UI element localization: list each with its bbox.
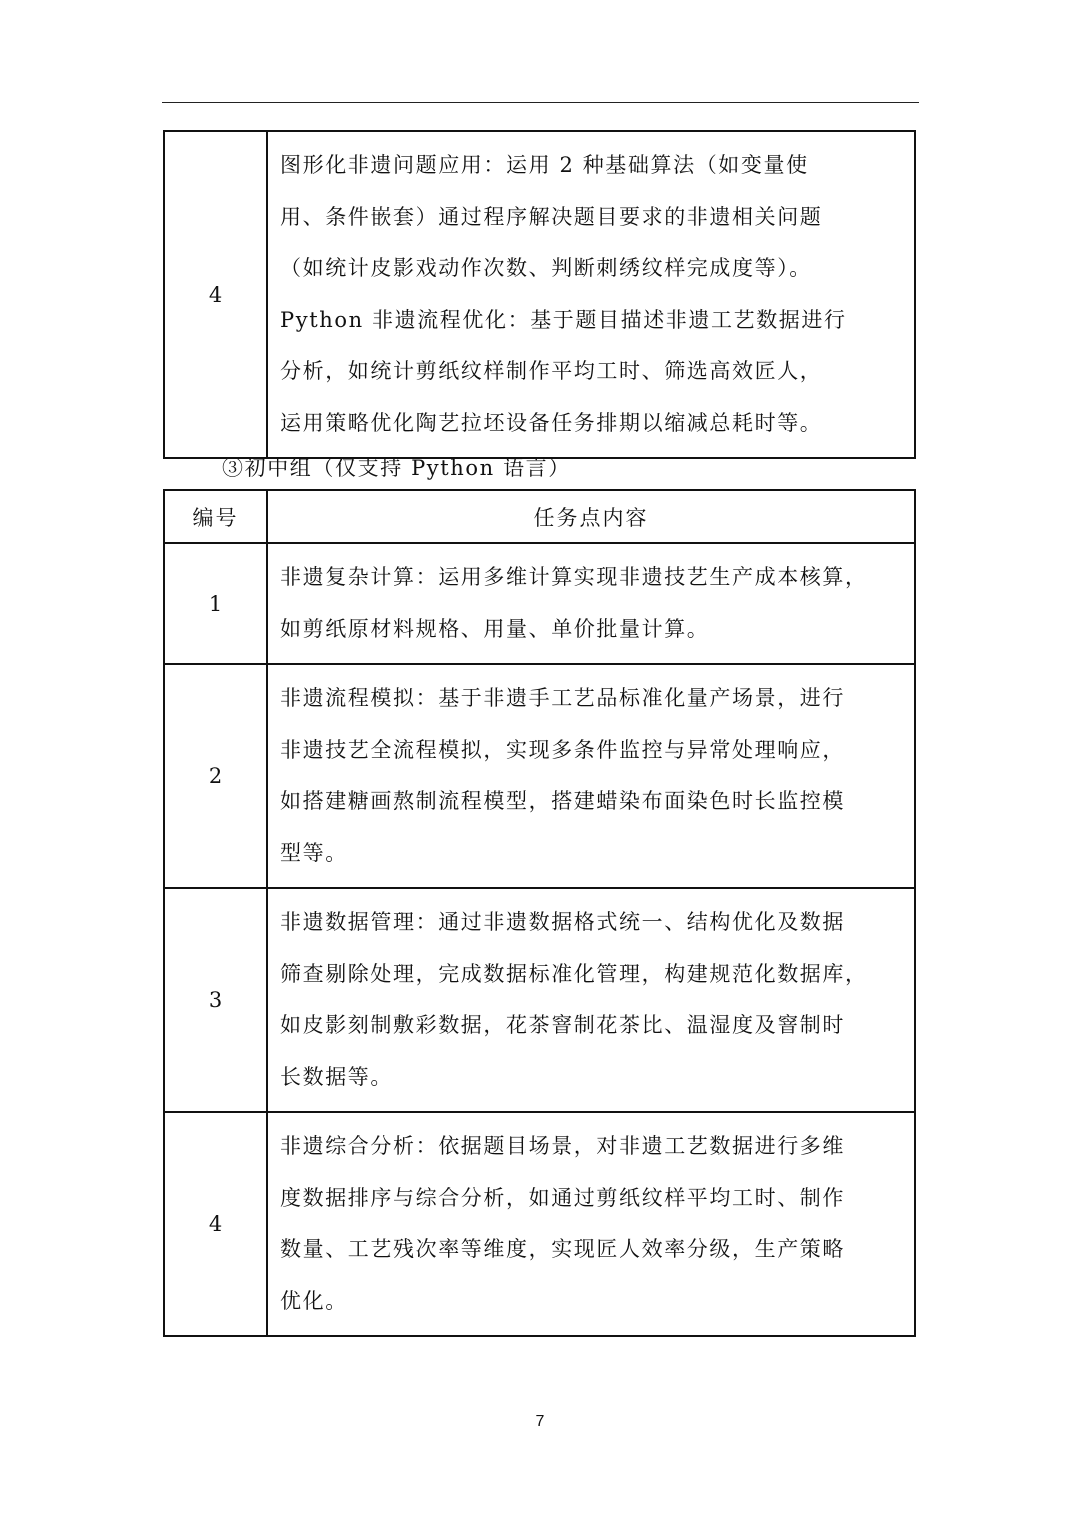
table-header-row	[164, 490, 915, 543]
task-table-continued	[163, 130, 916, 459]
content-line: 度数据排序与综合分析，如通过剪纸纹样平均工时、制作	[280, 1185, 845, 1210]
table-row	[164, 131, 915, 458]
row-number: 1	[164, 543, 267, 664]
row-number: 2	[164, 664, 267, 888]
content-line: 筛查剔除处理，完成数据标准化管理，构建规范化数据库，	[280, 961, 868, 986]
task-table-continued-body	[164, 131, 915, 458]
content-line: Python 非遗流程优化：基于题目描述非遗工艺数据进行	[280, 307, 847, 332]
content-line: 分析，如统计剪纸纹样制作平均工时、筛选高效匠人，	[280, 359, 823, 383]
content-line: 优化。	[280, 1288, 348, 1313]
content-line: 长数据等。	[280, 1064, 393, 1089]
row-number: 3	[164, 888, 267, 1112]
content-line: 非遗复杂计算：运用多维计算实现非遗技艺生产成本核算，	[280, 565, 868, 589]
section-caption-junior-group: ③初中组（仅支持 Python 语言）	[222, 456, 571, 480]
content-line: 型等。	[280, 840, 348, 865]
content-line: 如搭建糖画熬制流程模型，搭建蜡染布面染色时长监控模	[280, 789, 845, 813]
row-number: 4	[164, 131, 267, 458]
table-row	[164, 543, 915, 664]
page-number: 7	[535, 1413, 545, 1430]
row-content	[267, 1112, 915, 1336]
content-line: 非遗综合分析：依据题目场景，对非遗工艺数据进行多维	[280, 1134, 845, 1158]
header-task-content: 任务点内容	[267, 490, 915, 543]
header-number: 编号	[164, 490, 267, 543]
content-line: 数量、工艺残次率等维度，实现匠人效率分级，生产策略	[280, 1237, 845, 1261]
content-line: 图形化非遗问题应用：运用 2 种基础算法（如变量使	[280, 153, 809, 177]
content-line: 用、条件嵌套）通过程序解决题目要求的非遗相关问题	[280, 204, 823, 229]
content-line: 非遗流程模拟：基于非遗手工艺品标准化量产场景，进行	[280, 686, 845, 710]
header-rule	[162, 102, 919, 103]
content-line: 如剪纸原材料规格、用量、单价批量计算。	[280, 616, 710, 641]
task-table-junior-group-body	[164, 490, 915, 1336]
table-row	[164, 888, 915, 1112]
content-line: 非遗数据管理：通过非遗数据格式统一、结构优化及数据	[280, 910, 845, 934]
content-line: 非遗技艺全流程模拟，实现多条件监控与异常处理响应，	[280, 737, 845, 762]
content-line: 运用策略优化陶艺拉坯设备任务排期以缩减总耗时等。	[280, 410, 823, 435]
row-content	[267, 664, 915, 888]
content-line: （如统计皮影戏动作次数、判断刺绣纹样完成度等）。	[280, 256, 812, 280]
row-number: 4	[164, 1112, 267, 1336]
table-row	[164, 664, 915, 888]
row-content	[267, 543, 915, 664]
content-line: 如皮影刻制敷彩数据，花茶窨制花茶比、温湿度及窨制时	[280, 1013, 845, 1037]
row-content	[267, 131, 915, 458]
row-content	[267, 888, 915, 1112]
task-table-junior-group	[163, 489, 916, 1337]
table-row	[164, 1112, 915, 1336]
